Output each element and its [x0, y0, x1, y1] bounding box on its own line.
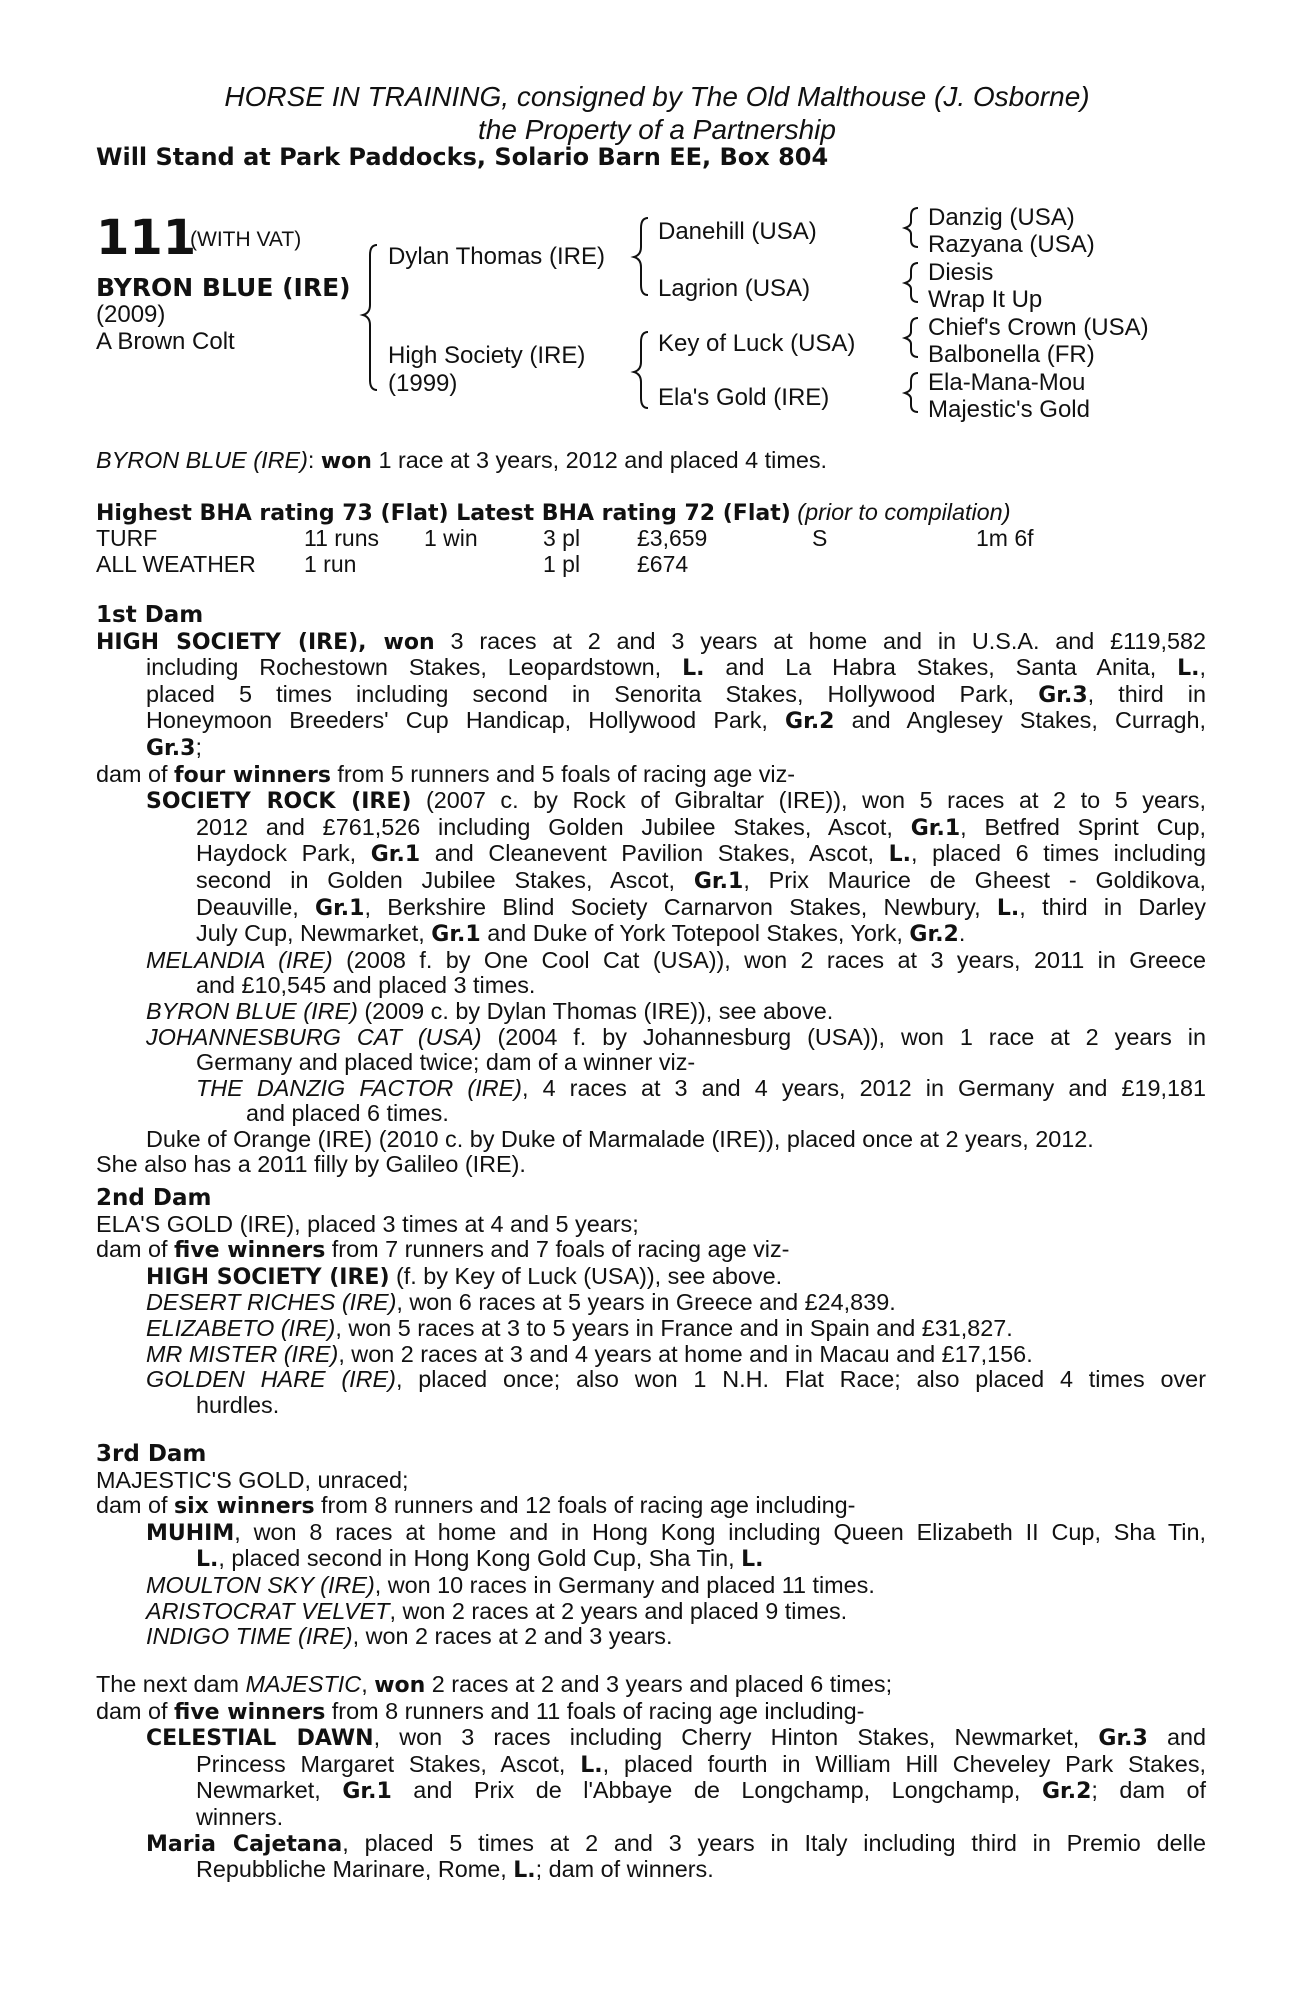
ggp-8: Majestic's Gold: [928, 396, 1090, 423]
foaling-year: (2009): [96, 301, 166, 328]
turf-placed: 3 pl: [543, 525, 581, 551]
sire-dam: Lagrion (USA): [658, 275, 811, 302]
first-dam-section: 1st Dam HIGH SOCIETY (IRE), won 3 races at 2 and 3 years at home and in U.S.A. and £119,582 including Rochestown Stakes, Leopardstown, L. and La Habra Stakes, Santa Anita, L., placed 5 times including second in Senorita Stakes, Hollywood Park, Gr.3, third in Honeymoon Breeders' Cup Handicap, Hollywood Park, Gr.2 and Anglesey Stakes, Curragh, Gr.3; dam of four winners from 5 runners and 5 foals of racing age viz- SOCIETY ROCK (IRE) (2007 c. by Rock of Gibraltar (IRE)), won 5 races at 2 to 5 years, 2012 and £761,526 including Golden Jubilee Stakes, Ascot, Gr.1, Betfred Sprint Cup, Haydock Park, Gr.1 and Cleanevent Pavilion Stakes, Ascot, L., placed 6 times including second in Golden Jubilee Stakes, Ascot, Gr.1, Prix Maurice de Gheest - Goldikova, Deauville, Gr.1, Berkshire Blind Society Carnarvon Stakes, Newbury, L., third in Darley July Cup, Newmarket, Gr.1 and Duke of York Totepool Stakes, York, Gr.2. MELANDIA (IRE) (2008 f. by One Cool Cat (USA)), won 2 races at 3 years, 2011 in Greece and £10,545 and placed 3 times. BYRON BLUE (IRE) (2009 c. by Dylan Thomas (IRE)), see above. JOHANNESBURG CAT (USA) (2004 f. by Johannesburg (USA)), won 1 race at 2 years in Germany and placed twice; dam of a winner viz- THE DANZIG FACTOR (IRE), 4 races at 3 and 4 years, 2012 in Germany and £19,181 and placed 6 times. Duke of Orange (IRE) (2010 c. by Duke of Marmalade (IRE)), placed once at 2 years, 2012. She also has a 2011 filly by Galileo (IRE).: [96, 602, 1206, 1178]
ratings-heading: Highest BHA rating 73 (Flat) Latest BHA rating 72 (Flat) (prior to compilation): [96, 499, 1011, 526]
sire-name: Dylan Thomas (IRE): [388, 243, 605, 270]
first-dam-heading: 1st Dam: [96, 602, 204, 628]
aw-runs: 1 run: [304, 551, 357, 577]
aw-surface: ALL WEATHER: [96, 551, 256, 577]
ggp-5: Chief's Crown (USA): [928, 314, 1149, 341]
turf-wins: 1 win: [424, 525, 478, 551]
turf-runs: 11 runs: [304, 525, 380, 551]
vat-note: (WITH VAT): [190, 228, 302, 251]
ggp-7: Ela-Mana-Mou: [928, 369, 1086, 396]
property-line: the Property of a Partnership: [478, 114, 836, 145]
horse-name: BYRON BLUE (IRE): [96, 273, 351, 302]
dam-name: High Society (IRE): [388, 342, 586, 369]
aw-placed: 1 pl: [543, 551, 581, 577]
turf-surface: TURF: [96, 525, 158, 551]
lot-number: 111: [96, 210, 197, 266]
pedigree-braces: [0, 0, 1314, 440]
sire-sire: Danehill (USA): [658, 218, 817, 245]
dam-dam: Ela's Gold (IRE): [658, 384, 830, 411]
horse-description: A Brown Colt: [96, 328, 235, 355]
next-dam-section: The next dam MAJESTIC, won 2 races at 2 and 3 years and placed 6 times; dam of five winners from 8 runners and 11 foals of racing age including- CELESTIAL DAWN, won 3 races including Cherry Hinton Stakes, Newmarket, Gr.3 and Princess Margaret Stakes, Ascot, L., placed fourth in William Hill Cheveley Park Stakes, Newmarket, Gr.1 and Prix de l'Abbaye de Longchamp, Longchamp, Gr.2; dam of winners. Maria Cajetana, placed 5 times at 2 and 3 years in Italy including third in Premio delle Repubbliche Marinare, Rome, L.; dam of winners.: [96, 1671, 1207, 1884]
aw-prize: £674: [637, 551, 689, 577]
race-summary: BYRON BLUE (IRE): won 1 race at 3 years, 2012 and placed 4 times.: [96, 447, 828, 474]
third-dam-section: 3rd Dam MAJESTIC'S GOLD, unraced; dam of six winners from 8 runners and 12 foals of racing age including- MUHIM, won 8 races at home and in Hong Kong including Queen Elizabeth II Cup, Sha Tin, L., placed second in Hong Kong Gold Cup, Sha Tin, L. MOULTON SKY (IRE), won 10 races in Germany and placed 11 times. ARISTOCRAT VELVET, won 2 races at 2 years and placed 9 times. INDIGO TIME (IRE), won 2 races at 2 and 3 years.: [96, 1441, 1206, 1650]
ggp-6: Balbonella (FR): [928, 341, 1095, 368]
third-dam-heading: 3rd Dam: [96, 1441, 207, 1467]
second-dam-heading: 2nd Dam: [96, 1185, 212, 1211]
second-dam-section: 2nd Dam ELA'S GOLD (IRE), placed 3 times at 4 and 5 years; dam of five winners from 7 runners and 7 foals of racing age viz- HIGH SOCIETY (IRE) (f. by Key of Luck (USA)), see above. DESERT RICHES (IRE), won 6 races at 5 years in Greece and £24,839. ELIZABETO (IRE), won 5 races at 3 to 5 years in France and in Spain and £31,827. MR MISTER (IRE), won 2 races at 3 and 4 years at home and in Macau and £17,156. GOLDEN HARE (IRE), placed once; also won 1 N.H. Flat Race; also placed 4 times over hurdles.: [96, 1185, 1206, 1418]
stand-location: Will Stand at Park Paddocks, Solario Barn EE, Box 804: [96, 143, 829, 171]
turf-prize: £3,659: [637, 525, 708, 551]
dam-sire: Key of Luck (USA): [658, 330, 856, 357]
consignor-line: HORSE IN TRAINING, consigned by The Old Malthouse (J. Osborne): [224, 81, 1090, 112]
ggp-1: Danzig (USA): [928, 204, 1075, 231]
ggp-4: Wrap It Up: [928, 286, 1043, 313]
ggp-3: Diesis: [928, 259, 994, 286]
turf-distance: 1m 6f: [976, 525, 1034, 551]
ggp-2: Razyana (USA): [928, 231, 1095, 258]
turf-going: S: [812, 525, 828, 551]
dam-year: (1999): [388, 370, 458, 397]
